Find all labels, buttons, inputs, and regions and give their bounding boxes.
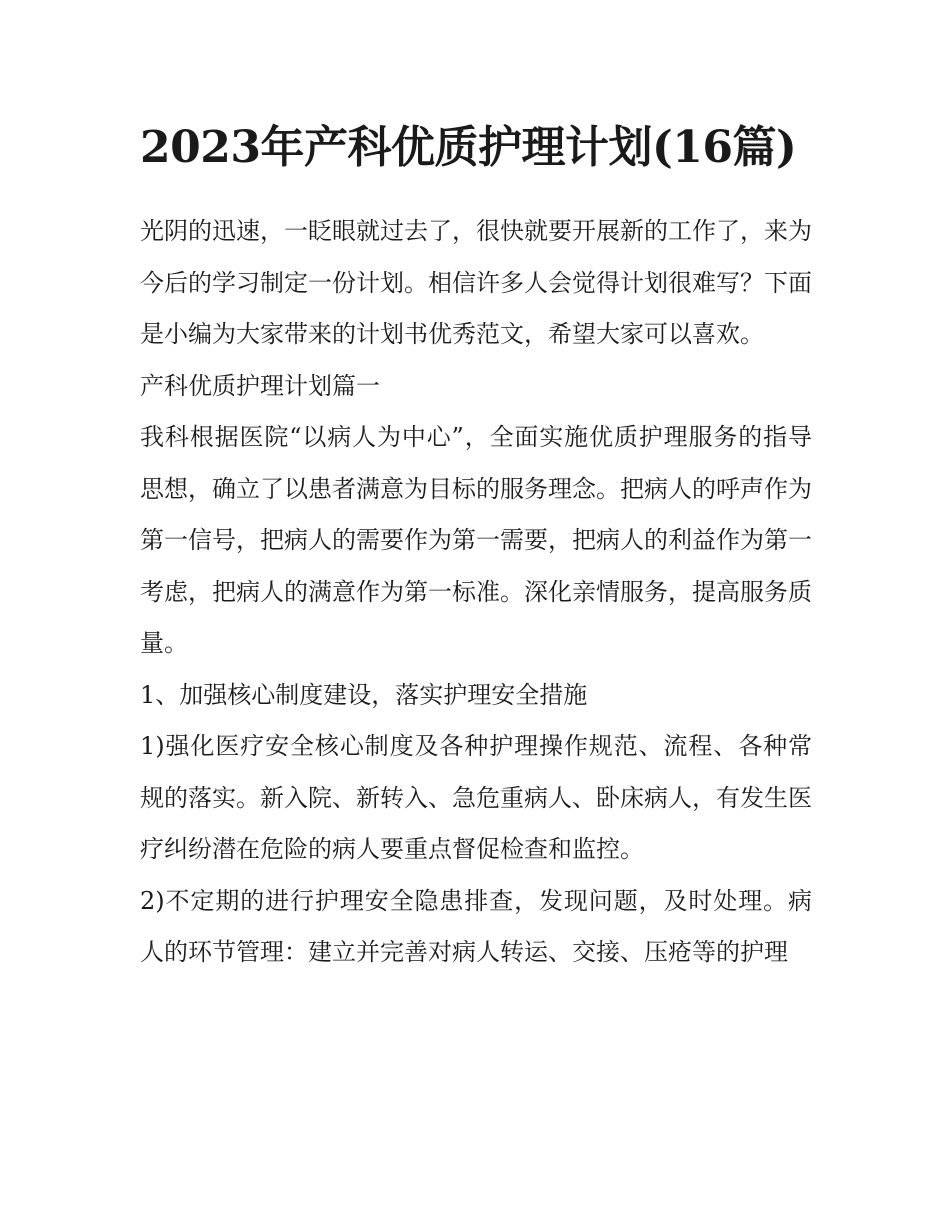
document-title: 2023年产科优质护理计划(16篇) [140, 122, 797, 173]
body-paragraph: 我科根据医院“以病人为中心”，全面实施优质护理服务的指导思想，确立了以患者满意为目标的服务理念。把病人的呼声作为第一信号，把病人的需要作为第一需要，把病人的利益作为第一考虑，把病人的满意作为第一标准。深化亲情服务，提高服务质量。 [140, 423, 812, 657]
list-item-paragraph: 1)强化医疗安全核心制度及各种护理操作规范、流程、各种常规的落实。新入院、新转入、急危重病人、卧床病人，有发生医疗纠纷潜在危险的病人要重点督促检查和监控。 [140, 732, 812, 863]
list-item-paragraph: 2)不定期的进行护理安全隐患排查，发现问题，及时处理。病人的环节管理：建立并完善对病人转运、交接、压疮等的护理 [140, 886, 812, 966]
intro-paragraph: 光阴的迅速，一眨眼就过去了，很快就要开展新的工作了，来为今后的学习制定一份计划。相信许多人会觉得计划很难写？下面是小编为大家带来的计划书优秀范文，希望大家可以喜欢。 [140, 217, 812, 348]
section-heading: 产科优质护理计划篇一 [140, 371, 380, 400]
document-page [140, 112, 812, 979]
subsection-heading: 1、加强核心制度建设，落实护理安全措施 [140, 680, 588, 709]
